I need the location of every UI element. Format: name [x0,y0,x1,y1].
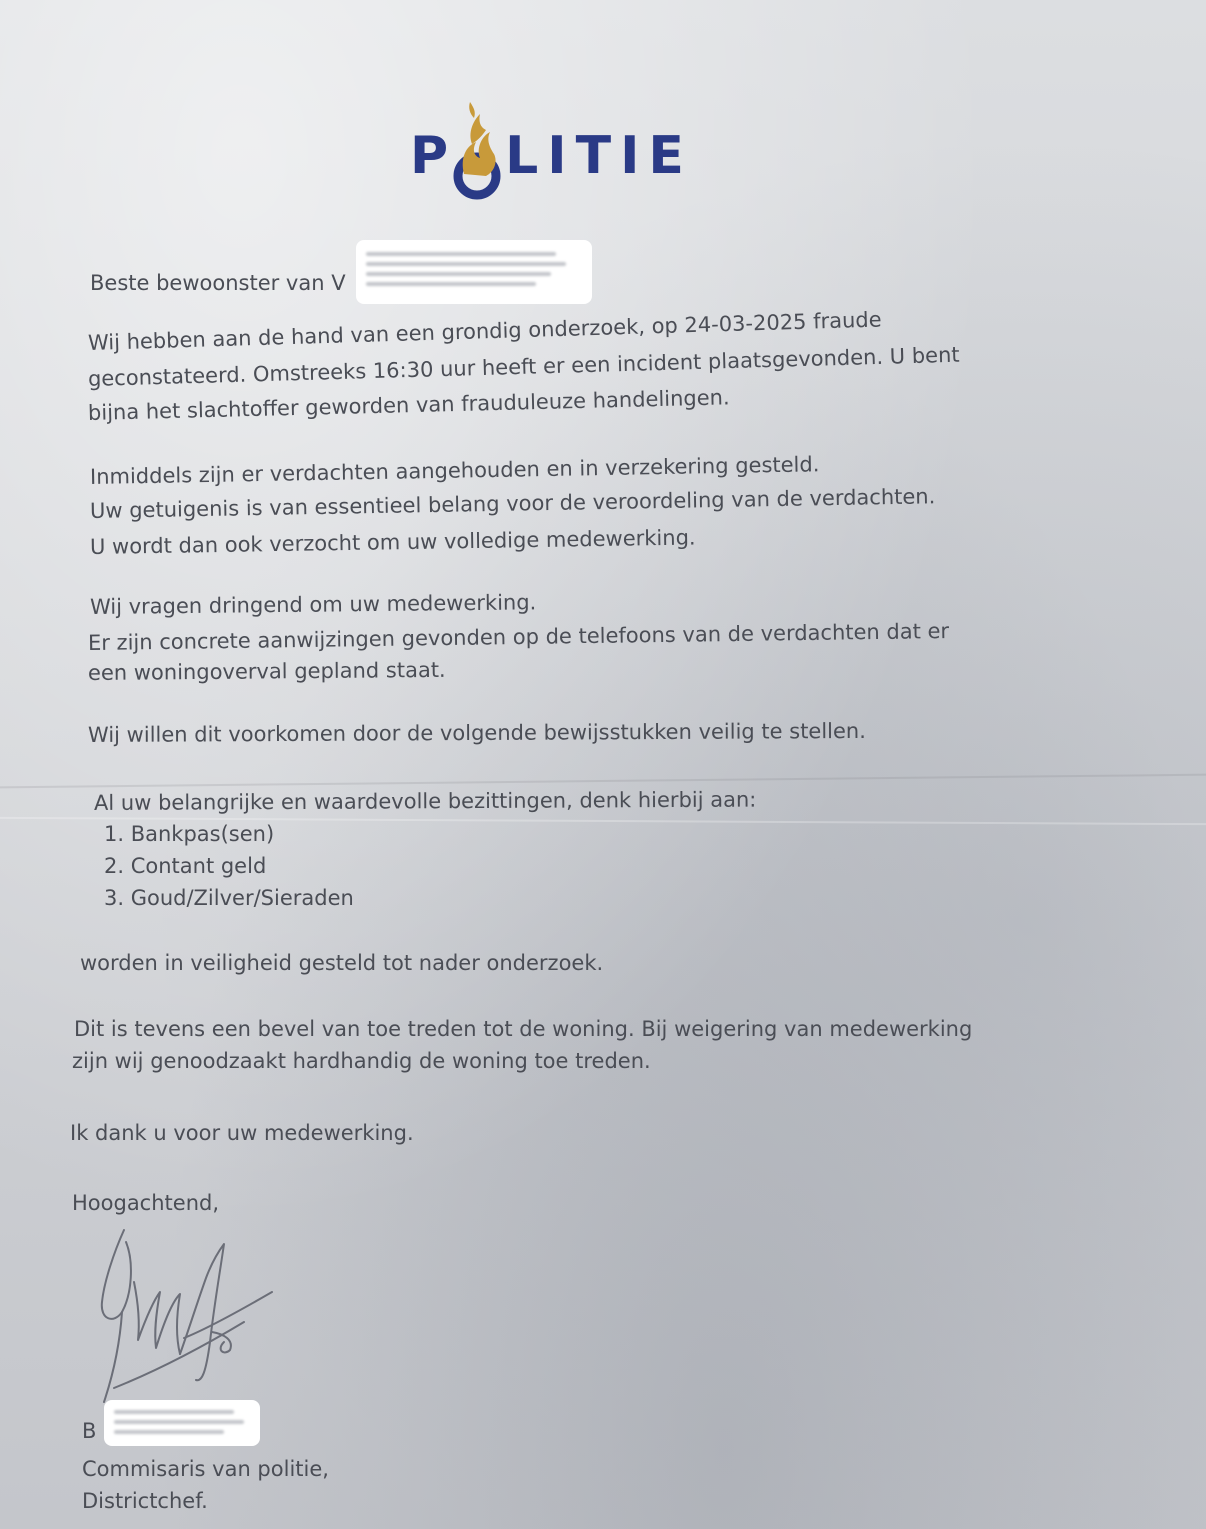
thanks-line: Ik dank u voor uw medewerking. [70,1121,414,1145]
list-intro: Al uw belangrijke en waardevolle bezittingen, denk hierbij aan: [93,787,757,815]
list-item: 3. Goud/Zilver/Sieraden [104,886,354,910]
handwritten-signature [84,1222,284,1422]
signer-initial: B [82,1419,97,1443]
paragraph-1-line-3: bijna het slachtoffer geworden van frauduleuze handelingen. [87,385,730,425]
paragraph-3-line-2: Er zijn concrete aanwijzingen gevonden op de telefoons van de verdachten dat er [87,618,950,655]
paragraph-2-line-2: Uw getuigenis is van essentieel belang voor de veroordeling van de verdachten. [89,484,936,523]
paragraph-1-line-2: geconstateerd. Omstreeks 16:30 uur heeft er een incident plaatsgevonden. U bent [87,342,960,391]
paragraph-4: Wij willen dit voorkomen door de volgende bewijsstukken veilig te stellen. [87,718,866,747]
paragraph-6-line-2: zijn wij genoodzaakt hardhandig de woning toe treden. [72,1049,651,1073]
valuables-list [104,818,354,914]
signer-title-line-1: Commisaris van politie, [82,1457,329,1481]
politie-emblem-icon [446,96,508,206]
logo-wordmark: P LITIE [410,126,693,186]
paragraph-2-line-1: Inmiddels zijn er verdachten aangehouden en in verzekering gesteld. [89,452,820,489]
politie-logo [410,96,710,206]
paragraph-6-line-1: Dit is tevens een bevel van toe treden tot de woning. Bij weigering van medewerking [74,1017,973,1041]
redacted-name [104,1400,260,1446]
signer-title-line-2: Districtchef. [82,1489,208,1513]
paragraph-1-line-1: Wij hebben aan de hand van een grondig onderzoek, op 24-03-2025 fraude [87,307,882,355]
redacted-address [356,240,592,304]
paragraph-3-line-3: een woningoverval gepland staat. [87,657,446,685]
paragraph-2-line-3: U wordt dan ook verzocht om uw volledige medewerking. [89,525,696,559]
paragraph-5: worden in veiligheid gesteld tot nader onderzoek. [80,951,604,975]
salutation: Beste bewoonster van V [90,271,346,295]
closing: Hoogachtend, [72,1191,220,1215]
list-item: 2. Contant geld [104,854,267,878]
list-item: 1. Bankpas(sen) [104,822,275,846]
paragraph-3-line-1: Wij vragen dringend om uw medewerking. [89,590,537,619]
